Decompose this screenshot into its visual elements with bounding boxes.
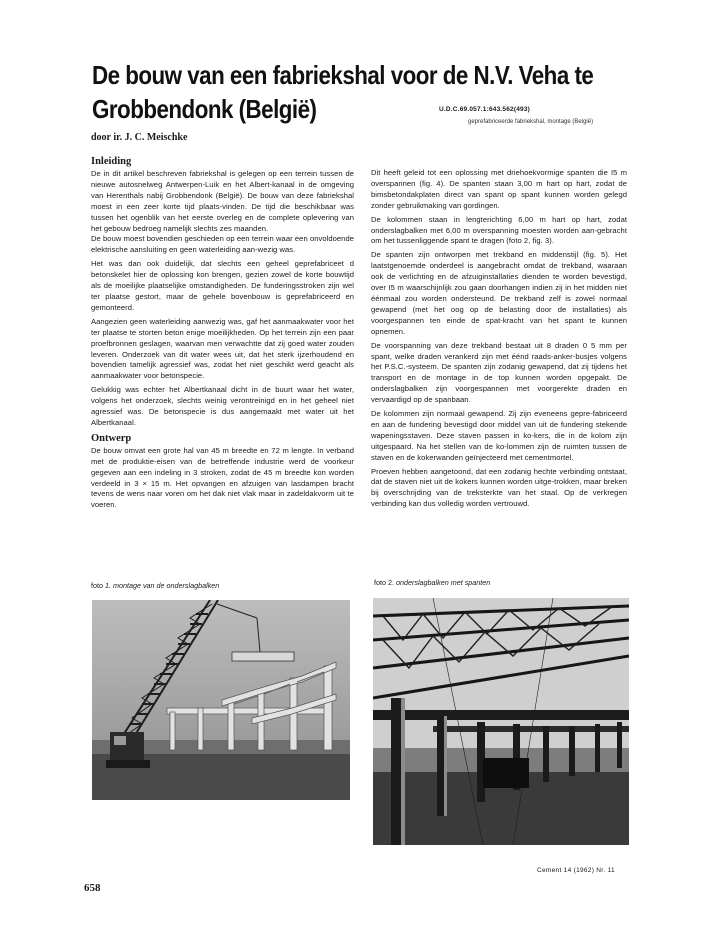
- photo2-caption: [374, 578, 490, 587]
- article-title-line1: De bouw van een fabriekshal voor de N.V. Veha te: [92, 60, 594, 90]
- paragraph-inleiding-1b: De bouw moest bovendien geschieden op een terrein waar een onvoldoende elektrische aansluiting en geen waterleiding aan-wezig was.: [91, 234, 354, 255]
- right-column: [371, 168, 627, 510]
- paragraph-inleiding-2: Het was dan ook duidelijk, dat slechts een geheel geprefabriceet d betonskelet hier de oplossing kon brengen, gezien zowel de korte bouwtijd als de moeilijke plaatselijke omstandigheden. De funderingsstroken zijn wel ter plaatse gestort, maar de gehele bovenbouw is geprefabriceerd en gemonteerd.: [91, 259, 354, 312]
- page-number: 658: [84, 882, 101, 894]
- photo2-caption-text: onderslagbalken met spanten: [395, 578, 491, 587]
- photo1-illustration: [92, 600, 350, 800]
- heading-ontwerp: Ontwerp: [91, 432, 132, 444]
- paragraph-ontwerp-1: De bouw omvat een grote hal van 45 m breedte en 72 m lengte. In verband met de produktie-eisen van de betreffende industrie werd de voorkeur gegeven aan een indeling in 3 stroken, zodat de 45 m breedte kon worden verdeeld in 3 × 15 m. Het opvangen en afzuigen van lasdampen bracht tevens de wens naar voren om het dak niet vlak maar in zadeldakvorm uit te voeren.: [91, 445, 354, 510]
- photo-onderslagbalken-met-spanten: [373, 598, 629, 845]
- paragraph-inleiding-1: De in dit artikel beschreven fabriekshal is gelegen op een terrein tussen de nieuwe autosnelweg Antwerpen-Luik en het Albert-kanaal in de omgeving van Herenthals nabij Grobbendonk (België). De bouw van deze fabriekshal moest in een zeer korte tijd plaats-vinden. De tijd die beschikbaar was tussen het ogenblik van het eerste overleg en de complete oplevering van het gebouw bedroeg namelijk slechts zes maanden.: [91, 169, 354, 233]
- paragraph-right-5: De kolommen zijn normaal gewapend. Zij zijn eveneens gepre-fabriceerd en aan de fundering bevestigd door middel van uit de fundering stekende wapeningsstaven. Deze staven passen in ko-kers, die in de kolom zijn uitgespaard. Na het stellen van de ko-lommen zijn de ruimten tussen de staven en de kokerwanden geïnjecteerd met cementmortel.: [371, 409, 627, 462]
- left-column: [91, 156, 354, 511]
- photo2-caption-prefix: foto 2.: [374, 578, 396, 587]
- paragraph-inleiding-4: Gelukkig was echter het Albertkanaal dicht in de buurt waar het water, volgens het onderzoek, slechts weinig verontreinigd en in het geheel niet agressief was. De betonspecie is dus aangemaakt met water uit het Albertkanaal.: [91, 385, 354, 427]
- paragraph-right-6: Proeven hebben aangetoond, dat een zodanig hechte verbinding ontstaat, dat de staven niet uit de kokers kunnen worden uitge-trokken, maar breken bij overschrijding van de treksterkte van het staal. Op de verkregen verbinding kan dus volledig worden vertrouwd.: [371, 466, 627, 509]
- paragraph-right-2: De kolommen staan in lengterichting 6,00 m hart op hart, zodat onderslagbalken met 6,00 m overspanning moesten worden aan-gebracht om het tussenliggende spant te dragen (foto 2, fig. 3).: [371, 214, 627, 246]
- paragraph-right-4: De voorspanning van deze trekband bestaat uit 8 draden 0 5 mm per spant, welke draden verankerd zijn met éénd raads-anker-busjes volgens het P.S.C.-systeem. De spanten zijn zodanig gewapend, dat zij tijdens het transport en de montage in de top kunnen worden opgepakt. De onderslagbalken zijn voorgespannen met voorgerekte draden en vervaardigd op de spanbaan.: [371, 340, 627, 405]
- journal-reference: Cement 14 (1962) Nr. 11: [537, 867, 615, 874]
- photo1-caption-text: 1. montage van de onderslagbalken: [105, 581, 220, 590]
- classification-keywords: geprefabriceerde fabriekshal, montage (België): [468, 119, 594, 125]
- paragraph-right-1: Dit heeft geleid tot een oplossing met driehoekvormige spanten die I5 m overspannen (fig. 4). De spanten staan 3,00 m hart op hart, zodat de bimsbetondakplaten direct van spant op spant kunnen worden gelegd zonder gebruikmaking van gordingen.: [371, 168, 627, 210]
- paragraph-right-3: De spanten zijn ontworpen met trekband en middenstijl (fig. 5). Het laatstgenoemde onderdeel is aangebracht omdat de trekband, waaraan ook de verlichting en de afzuiginstallaties dienden te worden bevestigd, over I5 m waarschijnlijk zou gaan doorhangen indien zij in het midden niet éénmaal zou worden ondersteund. De trekband zelf is zowel normaal gewapend (met het oog op de belasting door de installaties) als voorgespannen ten einde de spat-kracht van het spant te kunnen opnemen.: [371, 250, 627, 336]
- heading-inleiding: Inleiding: [91, 156, 132, 167]
- photo1-caption: [91, 581, 219, 590]
- author-line: door ir. J. C. Meischke: [91, 132, 188, 143]
- photo2-illustration: [373, 598, 629, 845]
- article-title-line2: Grobbendonk (België): [92, 94, 317, 124]
- photo-montage-onderslagbalken: [92, 600, 350, 800]
- udc-code: U.D.C.69.057.1:643.562(493): [439, 106, 531, 113]
- photo1-caption-prefix: foto: [91, 581, 105, 590]
- paragraph-inleiding-3: Aangezien geen waterleiding aanwezig was, gaf het aanmaakwater voor het ter plaatse te storten beton enige moeilijkheden. Op het terrein zijn een paar proefbronnen geslagen, waarvan men verwachtte dat zij goed water zouden leveren. Onderzoek van dit water wees uit, dat het sterk ijzerhoudend en bovendien tamelijk agressief was, zodat het niet geschikt werd geacht als aanmaakwater voor betonspecie.: [91, 316, 354, 381]
